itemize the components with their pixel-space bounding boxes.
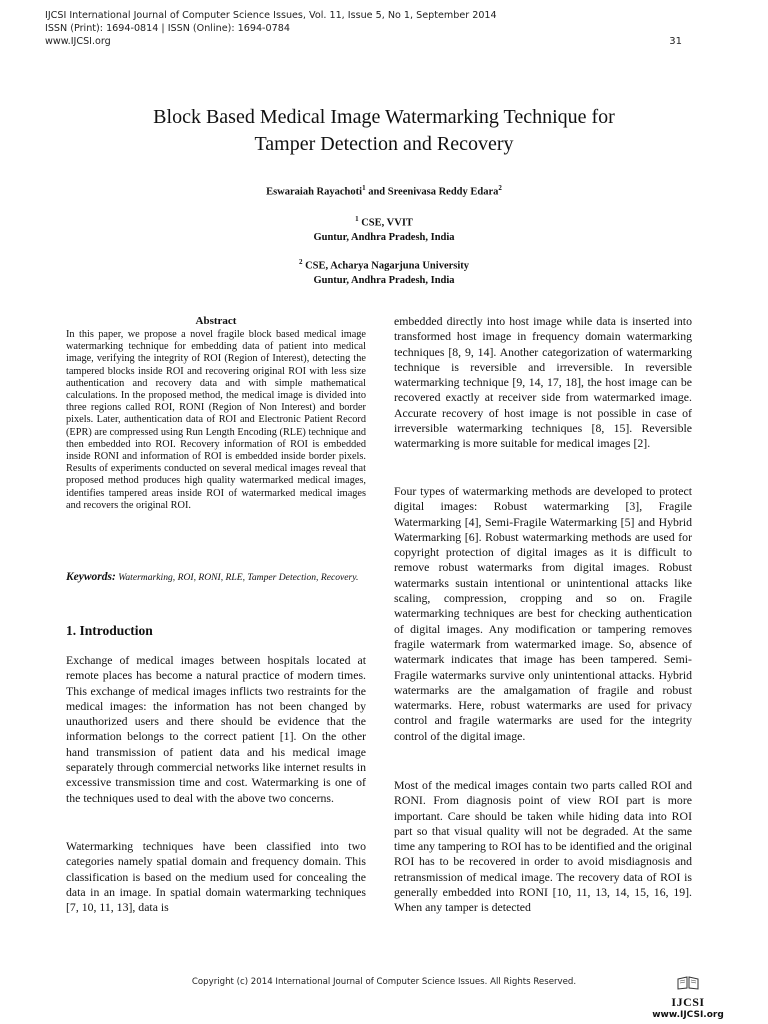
paragraph: Most of the medical images contain two parts called ROI and RONI. From diagnosis point of view ROI part is more important. Care should be taken while hiding data into ROI part so that visual quality will not be degraded. At the same time any tampering to ROI has to be identified and the original ROI has to be recovered in order to avoid misdiagnosis and retransmission of medical image. The recovery data of ROI is generally embedded into RONI [10, 11, 13, 14, 15, 16, 19]. When any tamper is detected — [394, 778, 692, 915]
affiliation-2-dept: CSE, Acharya Nagarjuna University — [302, 260, 470, 272]
paragraph: Exchange of medical images between hospitals located at remote places has become a natural practice of modern times. This exchange of medical images inflicts two restraints for the medical images: the information has not been changed by unauthorized users and there should be evidence that the information belongs to the correct patient [1]. On the other hand transmission of patient data and his medical image separately through commercial networks like internet results in excessive transmission time and cost. Watermarking is one of the techniques used to deal with the above two concerns. — [66, 653, 366, 805]
ijcsi-logo — [648, 976, 728, 1020]
affiliation-1-sup: 1 — [355, 215, 359, 223]
logo-text: IJCSI — [671, 995, 705, 1009]
keywords — [66, 571, 366, 585]
affiliation-1 — [0, 212, 768, 245]
paragraph: Watermarking techniques have been classified into two categories namely spatial domain and frequency domain. This classification is based on the medium used for concealing the data in an image. In spatial domain watermarking techniques [7, 10, 11, 13], data is — [66, 839, 366, 915]
affiliation-1-place: Guntur, Andhra Pradesh, India — [313, 231, 455, 243]
affiliation-2 — [0, 255, 768, 288]
journal-url: www.IJCSI.org — [45, 36, 111, 47]
abstract-text: In this paper, we propose a novel fragile block based medical image watermarking technique for embedding data of patient into medical image, verifying the integrity of ROI (Region of Interest), detecting the tampered blocks inside ROI and recovering original ROI with less size authentication and recovery data and with simple mathematical calculations. In the proposed method, the medical image is divided into three regions called ROI, RONI (Region of Non Interest) and border pixels. Later, authentication data of ROI and Electronic Patient Record (EPR) are compressed using Run Length Encoding (RLE) technique and then embedded into ROI. Recovery information of ROI is embedded inside RONI and information of ROI is embedded inside border pixels. Results of experiments conducted on several medical images reveal that proposed method produces high quality watermarked medical images, identifies tampered areas inside ROI of watermarked medical images and recovers the original ROI. — [66, 329, 366, 511]
author-1-sup: 1 — [362, 184, 366, 192]
running-header — [45, 9, 497, 48]
affiliation-2-sup: 2 — [298, 258, 303, 266]
section-heading-introduction: 1. Introduction — [66, 623, 153, 638]
issn-line: ISSN (Print): 1694-0814 | ISSN (Online): 1694-0784 — [45, 23, 290, 34]
book-icon — [676, 976, 700, 990]
journal-line: IJCSI International Journal of Computer Science Issues, Vol. 11, Issue 5, No 1, September 2014 — [45, 10, 497, 21]
title-line-1: Block Based Medical Image Watermarking Technique for — [153, 106, 615, 128]
author-2-sup: 2 — [498, 184, 502, 192]
author-line — [0, 184, 768, 198]
author-1: Eswaraiah Rayachoti — [266, 186, 363, 198]
keywords-list: Watermarking, ROI, RONI, RLE, Tamper Detection, Recovery. — [115, 572, 359, 583]
title-line-2: Tamper Detection and Recovery — [254, 133, 514, 155]
affiliation-2-place: Guntur, Andhra Pradesh, India — [313, 274, 455, 286]
abstract-heading: Abstract — [195, 315, 237, 327]
paragraph: Four types of watermarking methods are developed to protect digital images: Robust watermarking [3], Fragile Watermarking [4], Semi-Fragile Watermarking [5] and Hybrid Watermarking [6]. Robust watermarking methods are used for copyright protection of digital images as it is difficult to remove robust watermarks from digital images. Robust watermarks sustain intentional or unintentional attacks like scaling, compression, cropping and so on. Fragile watermarking techniques are best for checking authentication of digital images. Any modification or tampering removes fragile watermark from watermarked image. So, absence of watermark indicates that image has been tampered. Semi-Fragile watermarks survive only unintentional attacks. Hybrid watermarks are the amalgamation of fragile and robust watermarks. Here, robust watermarks are used for privacy control and fragile watermarks are used for the integrity control of the digital image. — [394, 484, 692, 743]
page-number: 31 — [669, 36, 682, 47]
paper-title — [60, 104, 708, 158]
affiliation-1-dept: CSE, VVIT — [358, 217, 413, 229]
keywords-label: Keywords: — [66, 571, 116, 583]
logo-url: www.IJCSI.org — [652, 1010, 724, 1020]
paragraph: embedded directly into host image while data is inserted into transformed host image in frequency domain watermarking techniques [8, 9, 14]. Another categorization of watermarking technique is reversible and irreversible. In reversible watermarking technique [9, 14, 17, 18], the host image can be recovered exactly at receiver side from watermarked image. Accurate recovery of host image is not possible in case of irreversible watermarking techniques [8, 15]. Reversible watermarking is more suitable for medical images [2]. — [394, 314, 692, 451]
copyright-footer: Copyright (c) 2014 International Journal of Computer Science Issues. All Rights Reserved. — [191, 977, 577, 987]
author-2: Sreenivasa Reddy Edara — [387, 186, 499, 198]
author-and: and — [365, 186, 388, 198]
